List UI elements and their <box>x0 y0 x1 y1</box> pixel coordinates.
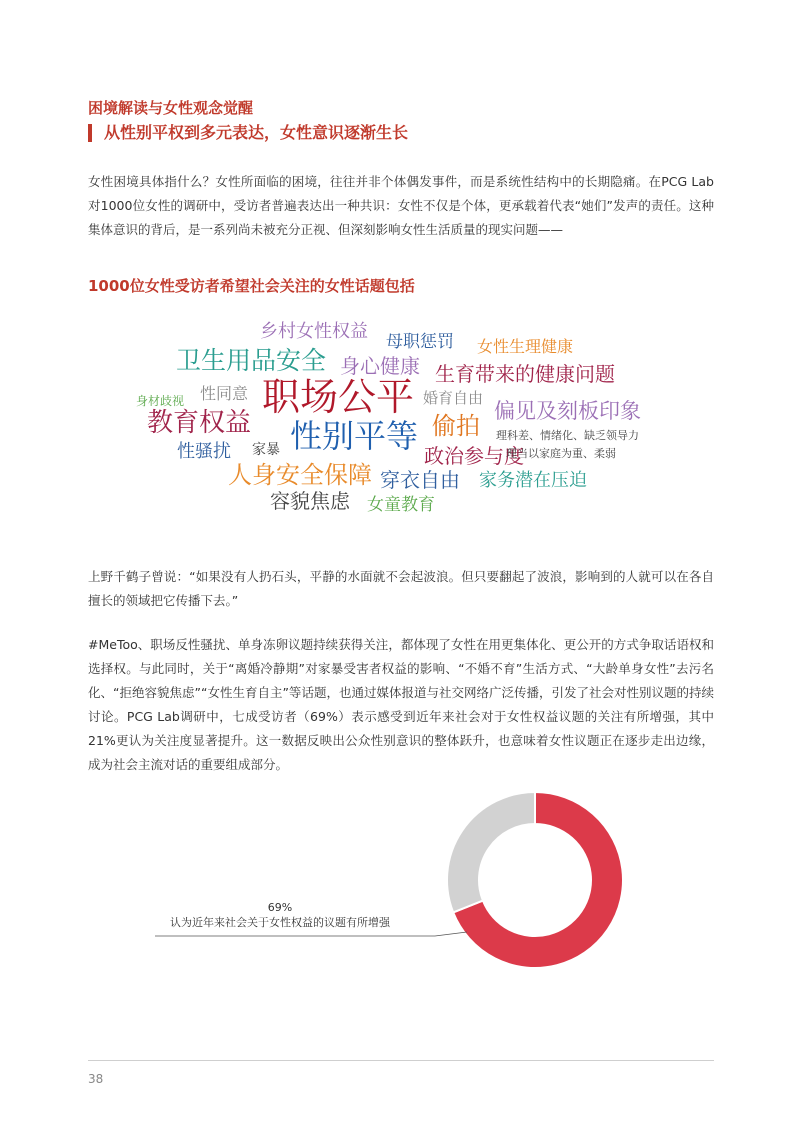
annotation-text: 认为近年来社会关于女性权益的议题有所增强 <box>170 916 390 929</box>
section-subtitle: 从性别平权到多元表达，女性意识逐渐生长 <box>88 124 408 142</box>
cloud-word: 穿衣自由 <box>380 468 460 492</box>
cloud-word: 性同意 <box>200 384 249 403</box>
cloud-word: 偷拍 <box>432 412 480 440</box>
cloud-word: 身心健康 <box>340 354 420 378</box>
cloud-word: 理科差、情绪化、缺乏领导力 <box>496 429 639 442</box>
annotation-value: 69% <box>267 901 293 914</box>
chart-annotation <box>170 900 390 930</box>
cloud-word: 性别平等 <box>290 417 419 455</box>
quote-paragraph: 上野千鹤子曾说：“如果没有人扔石头，平静的水面就不会起波浪。但只要翻起了波浪，影响到的人就可以在各自擅长的领域把它传播下去。” <box>88 569 714 608</box>
word-cloud-title: 1000位女性受访者希望社会关注的女性话题包括 <box>88 277 415 295</box>
footer-rule <box>88 1060 714 1061</box>
page-number: 38 <box>88 1072 104 1086</box>
cloud-word: 理当以家庭为重、柔弱 <box>506 447 616 460</box>
cloud-word: 性骚扰 <box>177 441 231 462</box>
cloud-word: 偏见及刻板印象 <box>494 399 641 423</box>
cloud-word: 政治参与度 <box>424 444 524 468</box>
cloud-word: 卫生用品安全 <box>176 346 327 375</box>
cloud-word: 教育权益 <box>147 408 252 438</box>
cloud-word: 母职惩罚 <box>386 332 454 352</box>
cloud-word: 容貌焦虑 <box>270 489 350 513</box>
cloud-word: 职场公平 <box>262 375 415 419</box>
donut-slice-1 <box>447 792 535 912</box>
cloud-word: 家暴 <box>252 442 280 458</box>
cloud-word: 家务潜在压迫 <box>479 470 587 491</box>
cloud-word: 女性生理健康 <box>477 337 574 356</box>
body-paragraph: #MeToo、职场反性骚扰、单身冻卵议题持续获得关注，都体现了女性在用更集体化、更公开的方式争取话语权和选择权。与此同时，关于“离婚冷静期”对家暴受害者权益的影响、“不婚不育”生活方式、“大龄单身女性”去污名化、“拒绝容貌焦虑”“女性生育自主”等话题，也通过媒体报道与社交网络广泛传播，引发了社会对性别议题的持续讨论。PCG Lab调研中，七成受访者（69%）表示感受到近年来社会对于女性权益议题的关注有所增强，其中21%更认为关注度显著提升。这一数据反映出公众性别意识的整体跃升，也意味着女性议题正在逐步走出边缘，成为社会主流对话的重要组成部分。 <box>88 637 714 772</box>
cloud-word: 女童教育 <box>367 495 435 515</box>
cloud-word: 人身安全保障 <box>228 461 372 489</box>
cloud-word: 乡村女性权益 <box>260 321 368 342</box>
cloud-word: 生育带来的健康问题 <box>435 362 615 386</box>
section-label: 困境解读与女性观念觉醒 <box>88 99 254 117</box>
annotation-leader-line <box>155 928 475 948</box>
cloud-word: 婚育自由 <box>423 389 484 407</box>
intro-paragraph: 女性困境具体指什么？女性所面临的困境，往往并非个体偶发事件，而是系统性结构中的长期隐痛。在PCG Lab对1000位女性的调研中，受访者普遍表达出一种共识：女性不仅是个体，更承载着代表“她们”发声的责任。这种集体意识的背后，是一系列尚未被充分正视、但深刻影响女性生活质量的现实问题—— <box>88 174 714 237</box>
cloud-word: 身材歧视 <box>136 394 185 408</box>
